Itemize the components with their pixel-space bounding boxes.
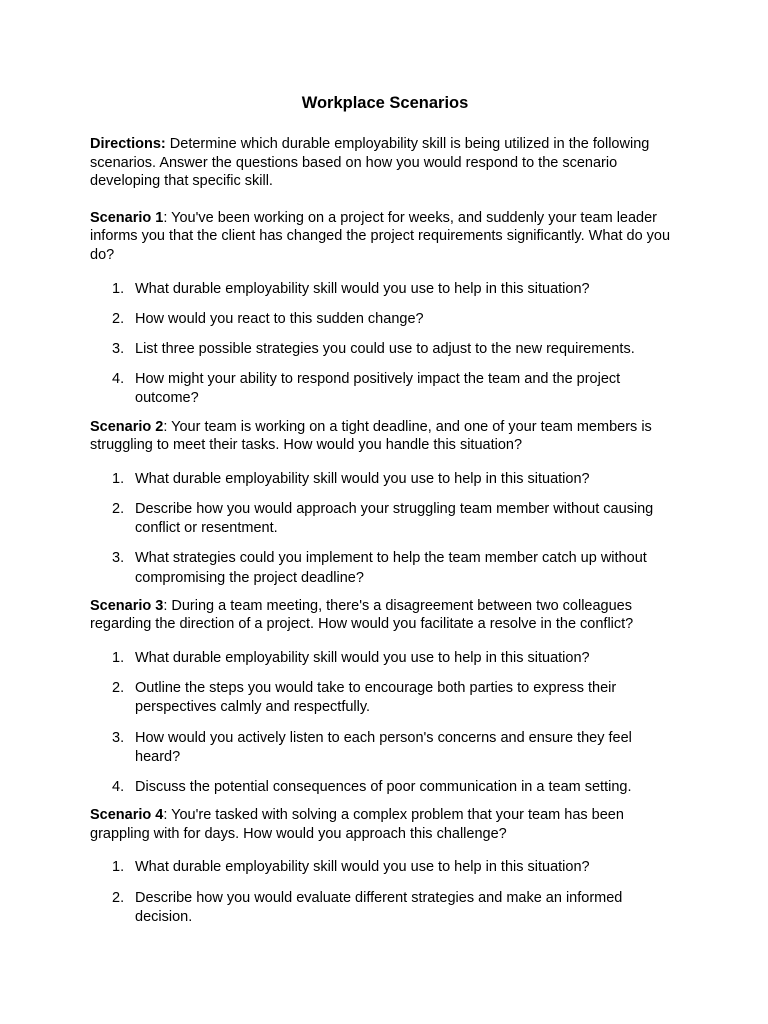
scenario-1-label: Scenario 1 — [90, 209, 164, 226]
question-number: 3. — [112, 729, 125, 746]
question-number: 3. — [112, 550, 125, 567]
scenario-1-questions — [90, 280, 680, 409]
question-text: List three possible strategies you could use to adjust to the new requirements. — [135, 340, 635, 357]
directions-label: Directions: — [90, 136, 166, 152]
directions-paragraph — [90, 135, 680, 191]
question-number: 1. — [112, 470, 125, 487]
question-text: Outline the steps you would take to encourage both parties to express their perspectives calmly and respectfully. — [135, 680, 617, 716]
question-item — [90, 889, 680, 927]
scenario-4-label: Scenario 4 — [90, 807, 164, 824]
scenario-1-text: : You've been working on a project for weeks, and suddenly your team leader informs you that the client has changed the project requirements significantly. What do you do? — [90, 209, 671, 263]
scenario-3-text: : During a team meeting, there's a disagreement between two colleagues regarding the direction of a project. How would you facilitate a resolve in the conflict? — [90, 597, 634, 633]
scenario-3-label: Scenario 3 — [90, 597, 164, 614]
document-title: Workplace Scenarios — [301, 94, 469, 112]
question-item — [90, 310, 680, 329]
question-text: What durable employability skill would you use to help in this situation? — [135, 470, 590, 487]
scenario-4-text: : You're tasked with solving a complex problem that your team has been grappling with for days. How would you approach this challenge? — [90, 807, 624, 842]
question-number: 1. — [112, 280, 125, 297]
scenario-3 — [90, 597, 680, 797]
scenario-2 — [90, 418, 680, 588]
question-item — [90, 858, 680, 877]
scenario-1 — [90, 209, 680, 409]
scenario-1-prompt — [90, 209, 680, 265]
question-number: 3. — [112, 340, 125, 357]
question-item — [90, 280, 680, 299]
question-number: 2. — [112, 680, 125, 697]
question-number: 2. — [112, 310, 125, 327]
scenario-2-questions — [90, 470, 680, 588]
question-text: Discuss the potential consequences of poor communication in a team setting. — [135, 778, 632, 795]
scenario-4-questions — [90, 858, 680, 927]
question-text: How would you actively listen to each person's concerns and ensure they feel heard? — [135, 729, 632, 765]
scenario-2-text: : Your team is working on a tight deadline, and one of your team members is struggling to meet their tasks. How would you handle this situation? — [90, 418, 652, 454]
question-text: How might your ability to respond positively impact the team and the project outcome? — [135, 371, 621, 407]
question-item — [90, 470, 680, 489]
question-item — [90, 679, 680, 717]
question-number: 2. — [112, 889, 125, 906]
question-text: What durable employability skill would you use to help in this situation? — [135, 280, 590, 297]
question-item — [90, 549, 680, 587]
question-text: What durable employability skill would you use to help in this situation? — [135, 649, 590, 666]
question-item — [90, 729, 680, 767]
scenario-2-label: Scenario 2 — [90, 418, 164, 435]
scenario-3-prompt — [90, 597, 680, 634]
question-item — [90, 500, 680, 538]
question-item — [90, 778, 680, 797]
question-number: 1. — [112, 859, 125, 876]
question-number: 2. — [112, 500, 125, 517]
question-item — [90, 370, 680, 408]
question-text: How would you react to this sudden change? — [135, 310, 424, 327]
question-item — [90, 340, 680, 359]
question-number: 4. — [112, 371, 125, 388]
question-number: 4. — [112, 778, 125, 795]
scenario-4-prompt — [90, 806, 680, 843]
question-text: Describe how you would evaluate different strategies and make an informed decision. — [135, 889, 623, 925]
document-page — [90, 93, 680, 936]
question-item — [90, 649, 680, 668]
directions-text: Determine which durable employability skill is being utilized in the following scenarios. Answer the questions based on how you would respond to the scenario developing that specific skill. — [90, 136, 650, 190]
question-text: What strategies could you implement to help the team member catch up without compromising the project deadline? — [135, 550, 647, 586]
question-number: 1. — [112, 649, 125, 666]
scenario-4 — [90, 806, 680, 927]
question-text: Describe how you would approach your struggling team member without causing conflict or resentment. — [135, 500, 654, 537]
question-text: What durable employability skill would you use to help in this situation? — [135, 859, 590, 876]
scenario-3-questions — [90, 649, 680, 797]
scenario-2-prompt — [90, 418, 680, 455]
